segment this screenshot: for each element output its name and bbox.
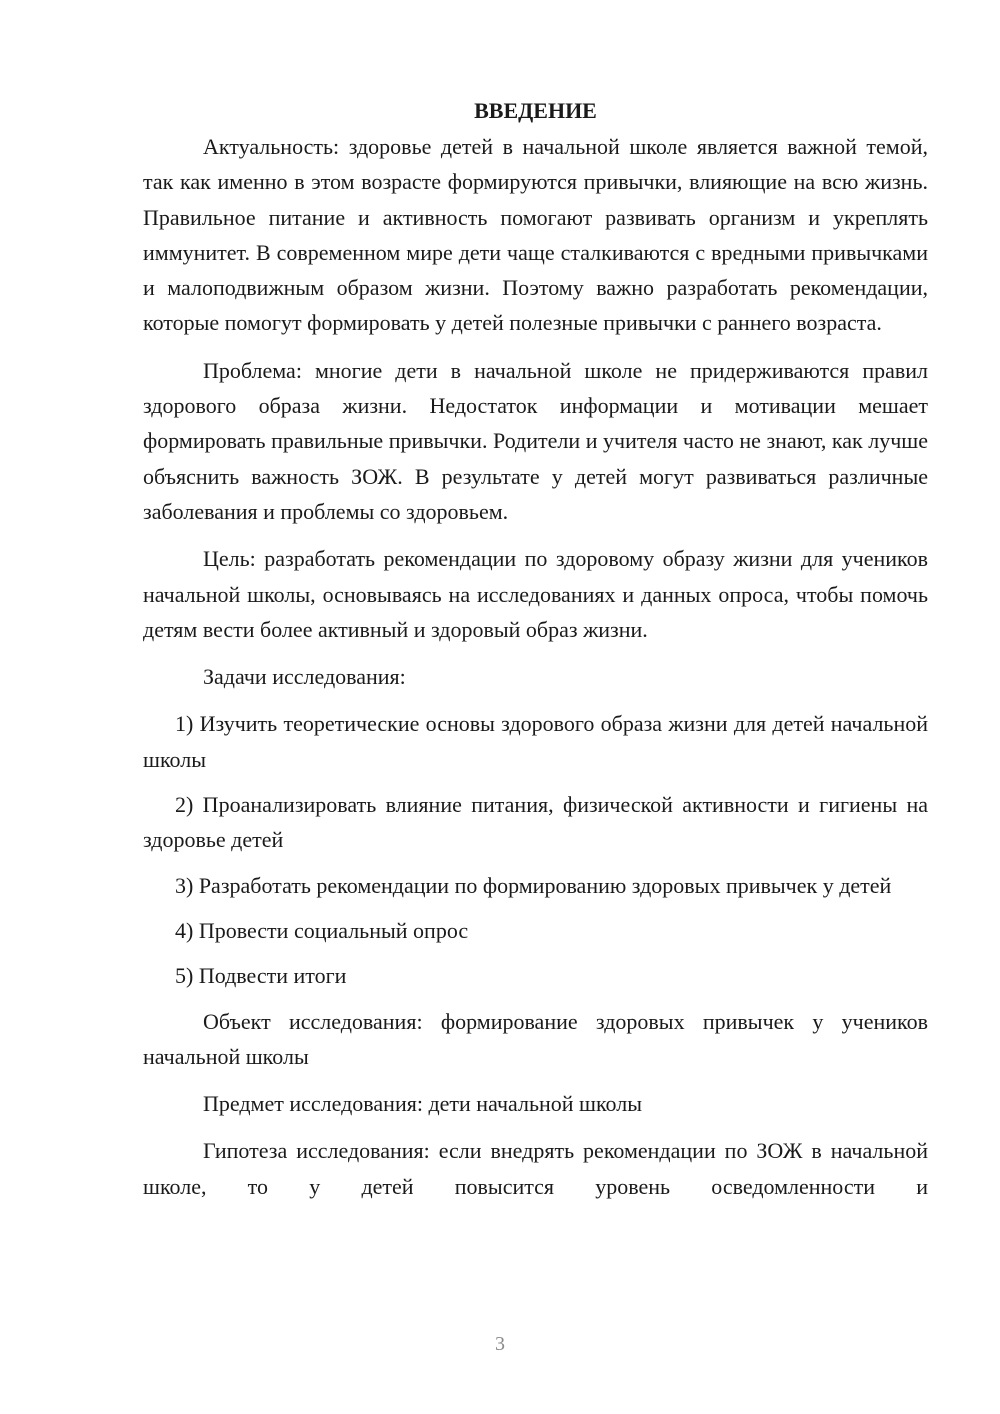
goal-paragraph: Цель: разработать рекомендации по здоровому образу жизни для учеников начальной школы, основываясь на исследованиях и данных опроса, чтобы помочь детям вести более активный и здоровый образ жизни. <box>143 546 928 642</box>
page-number: 3 <box>495 1333 505 1355</box>
list-item: 5) Подвести итоги <box>175 963 347 989</box>
list-item: 1) Изучить теоретические основы здорового образа жизни для детей начальной школы <box>143 711 928 772</box>
subject-paragraph: Предмет исследования: дети начальной школы <box>203 1091 643 1117</box>
hypothesis-paragraph: Гипотеза исследования: если внедрять рекомендации по ЗОЖ в начальной школе, то у детей повысится уровень осведомленности и <box>143 1138 928 1199</box>
object-paragraph: Объект исследования: формирование здоровых привычек у учеников начальной школы <box>143 1008 928 1069</box>
tasks-list <box>143 706 928 993</box>
list-item: 3) Разработать рекомендации по формированию здоровых привычек у детей <box>175 872 892 898</box>
problem-paragraph: Проблема: многие дети в начальной школе не придерживаются правил здорового образа жизни. Недостаток информации и мотивации мешает формировать правильные привычки. Родители и учителя часто не знают, как лучше объяснить важность ЗОЖ. В результате у детей могут развиваться различные заболевания и проблемы со здоровьем. <box>143 357 928 524</box>
document-page <box>143 95 928 1216</box>
tasks-heading: Задачи исследования: <box>203 664 406 690</box>
relevance-paragraph: Актуальность: здоровье детей в начальной школе является важной темой, так как именно в этом возрасте формируются привычки, влияющие на всю жизнь. Правильное питание и активность помогают развивать организм и укреплять иммунитет. В современном мире дети чаще сталкиваются с вредными привычками и малоподвижным образом жизни. Поэтому важно разработать рекомендации, которые помогут формировать у детей полезные привычки с раннего возраста. <box>143 134 928 336</box>
list-item: 4) Провести социальный опрос <box>175 917 469 943</box>
list-item: 2) Проанализировать влияние питания, физической активности и гигиены на здоровье детей <box>143 792 928 853</box>
section-title: ВВЕДЕНИЕ <box>474 98 597 123</box>
